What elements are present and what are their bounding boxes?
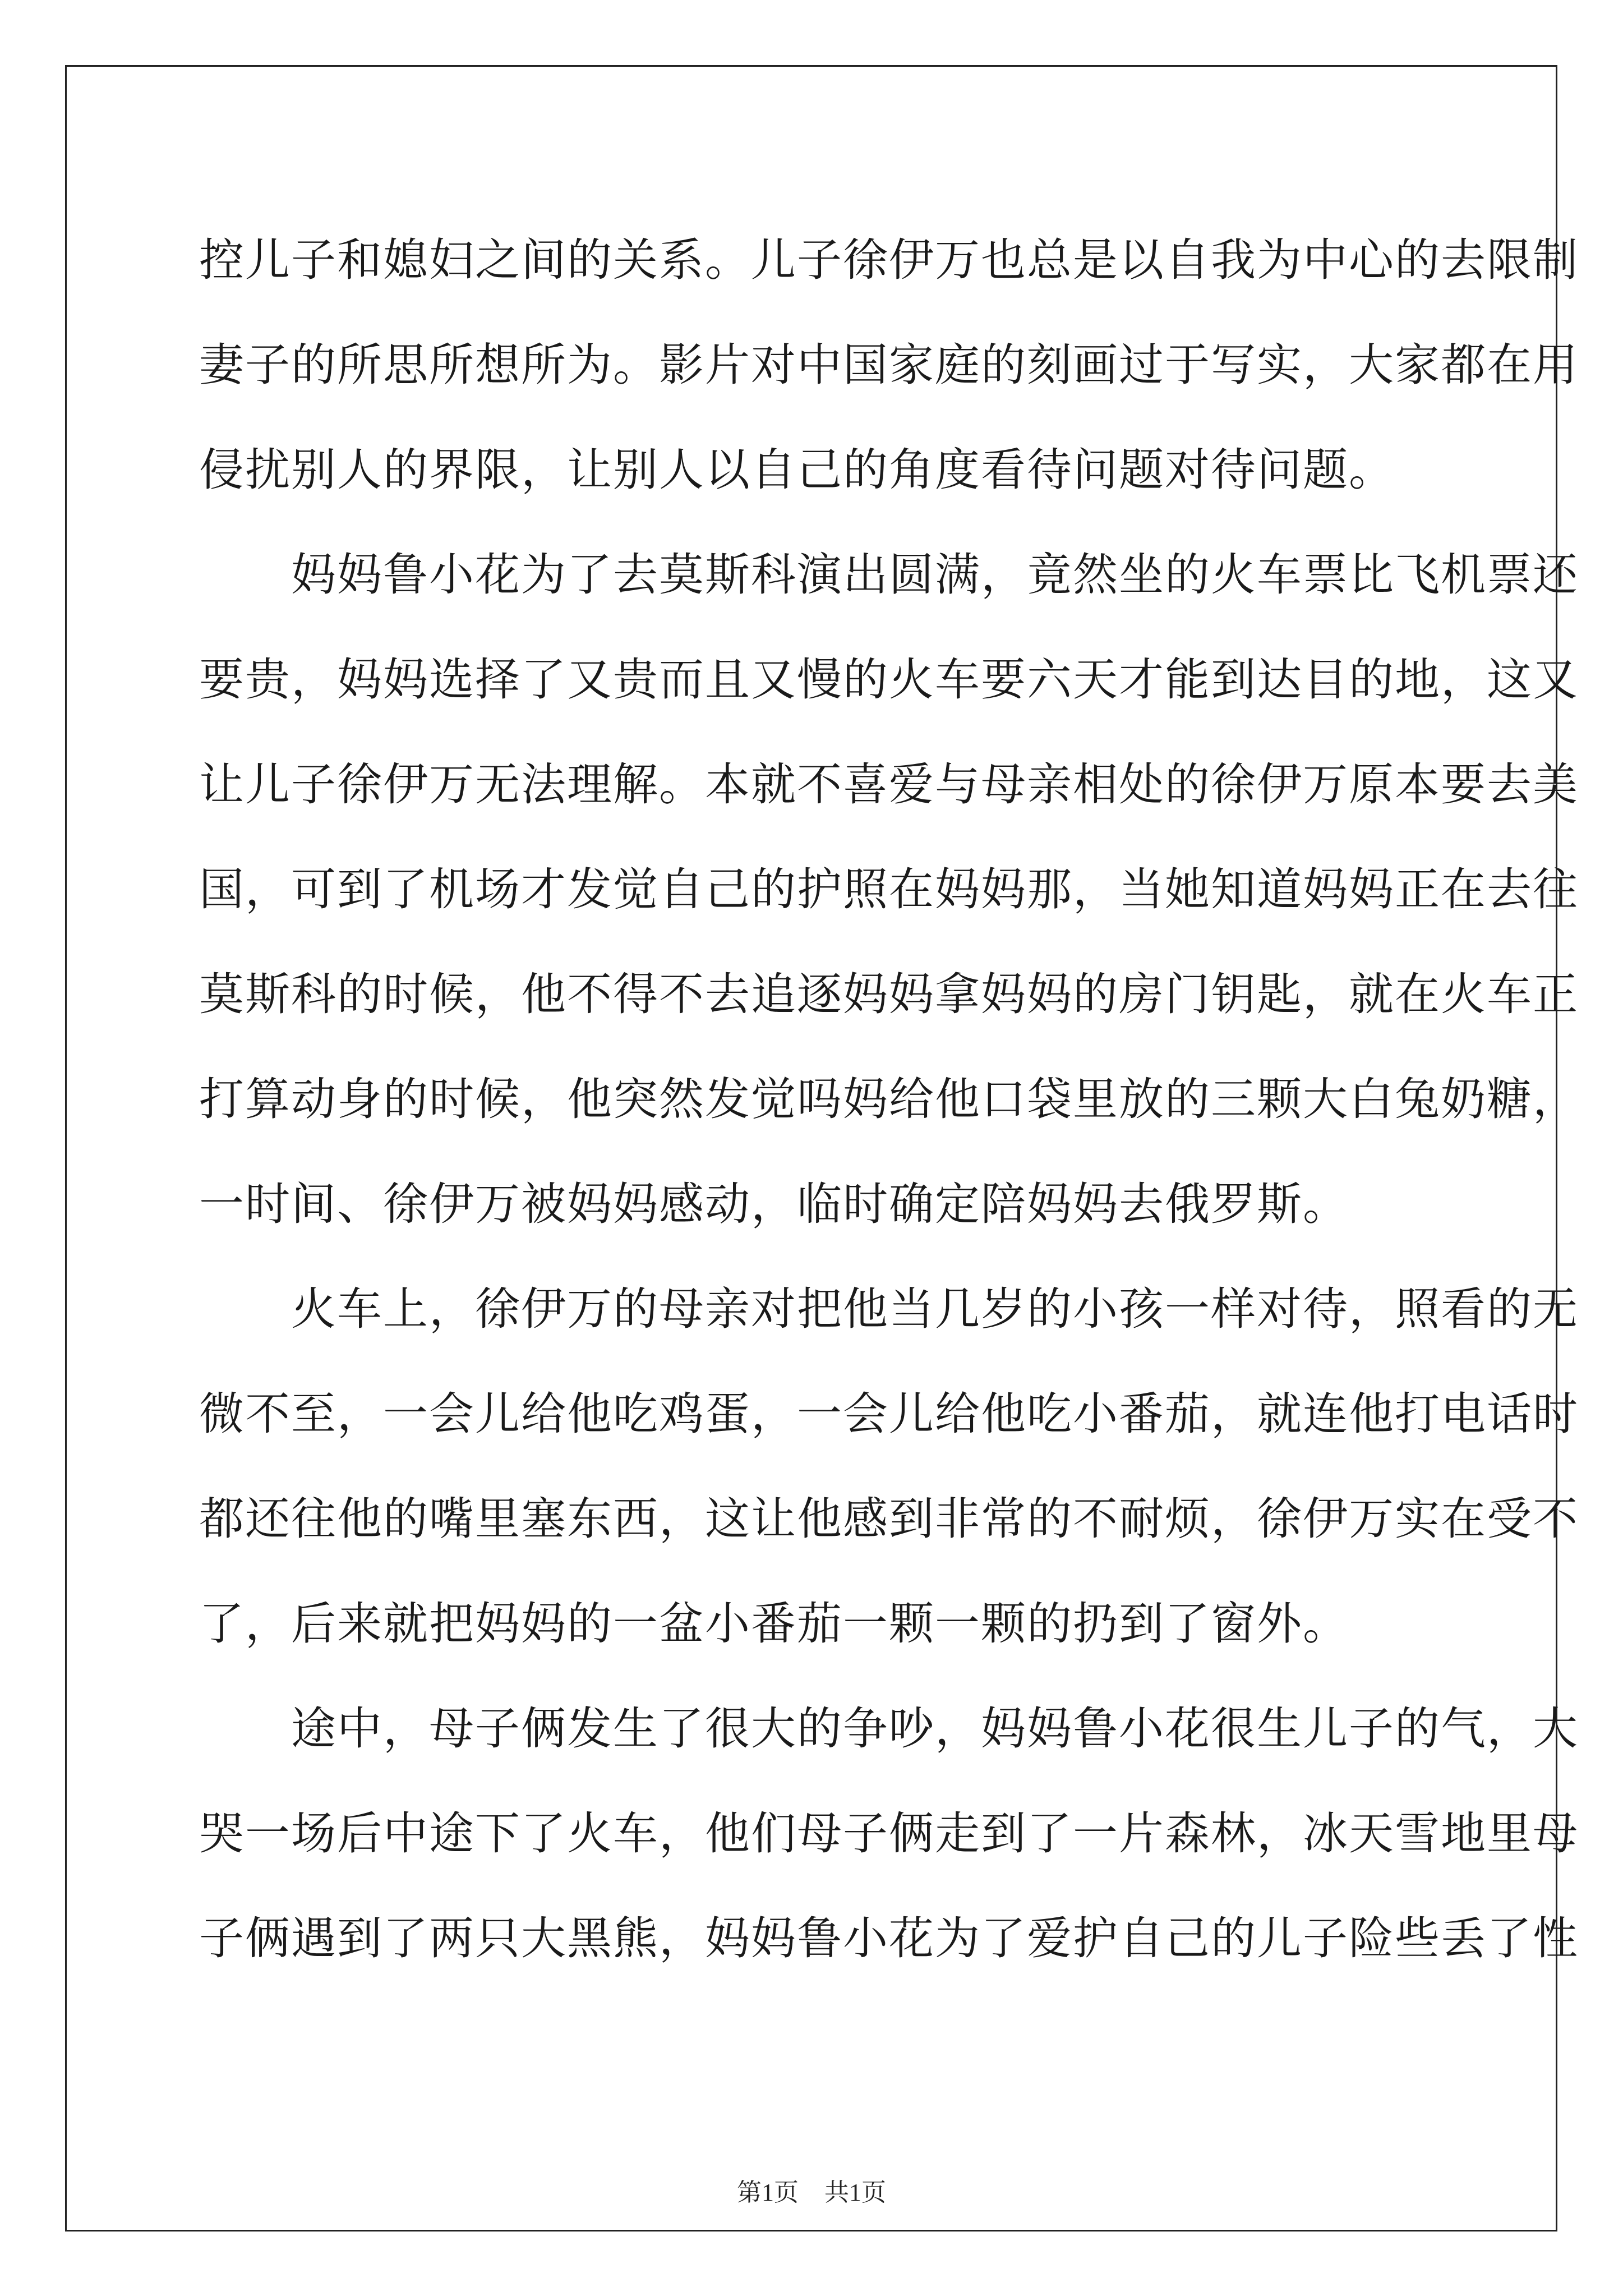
text-line-2: 妻子的所思所想所为。影片对中国家庭的刻画过于写实，大家都在用: [199, 339, 1579, 391]
text-line-13: 都还往他的嘴里塞东西，这让他感到非常的不耐烦，徐伊万实在受不: [199, 1493, 1579, 1545]
text-line-15: 途中，母子俩发生了很大的争吵，妈妈鲁小花很生儿子的气，大: [199, 1703, 1579, 1755]
text-line-4: 妈妈鲁小花为了去莫斯科演出圆满，竟然坐的火车票比飞机票还: [199, 549, 1579, 601]
page-footer: [0, 2172, 1623, 2208]
text-line-8: 莫斯科的时候，他不得不去追逐妈妈拿妈妈的房门钥匙，就在火车正: [199, 968, 1579, 1020]
text-line-9: 打算动身的时候，他突然发觉吗妈给他口袋里放的三颗大白兔奶糖，: [199, 1073, 1579, 1125]
text-line-10: 一时间、徐伊万被妈妈感动，临时确定陪妈妈去俄罗斯。: [199, 1178, 1349, 1230]
text-line-7: 国，可到了机场才发觉自己的护照在妈妈那，当她知道妈妈正在去往: [199, 863, 1579, 915]
text-line-16: 哭一场后中途下了火车，他们母子俩走到了一片森林，冰天雪地里母: [199, 1807, 1579, 1860]
page-number: 第1页: [737, 2179, 799, 2206]
document-body: [199, 208, 1579, 1991]
text-line-1: 控儿子和媳妇之间的关系。儿子徐伊万也总是以自我为中心的去限制: [199, 234, 1579, 286]
text-line-14: 了，后来就把妈妈的一盆小番茄一颗一颗的扔到了窗外。: [199, 1598, 1349, 1650]
text-line-11: 火车上，徐伊万的母亲对把他当几岁的小孩一样对待，照看的无: [199, 1283, 1579, 1335]
text-line-6: 让儿子徐伊万无法理解。本就不喜爱与母亲相处的徐伊万原本要去美: [199, 758, 1579, 811]
text-line-5: 要贵，妈妈选择了又贵而且又慢的火车要六天才能到达目的地，这又: [199, 654, 1579, 706]
text-line-12: 微不至，一会儿给他吃鸡蛋，一会儿给他吃小番茄，就连他打电话时: [199, 1388, 1579, 1440]
page-total: 共1页: [824, 2179, 886, 2206]
text-line-3: 侵扰别人的界限，让别人以自己的角度看待问题对待问题。: [199, 444, 1395, 496]
text-line-17: 子俩遇到了两只大黑熊，妈妈鲁小花为了爱护自己的儿子险些丢了性: [199, 1912, 1579, 1964]
